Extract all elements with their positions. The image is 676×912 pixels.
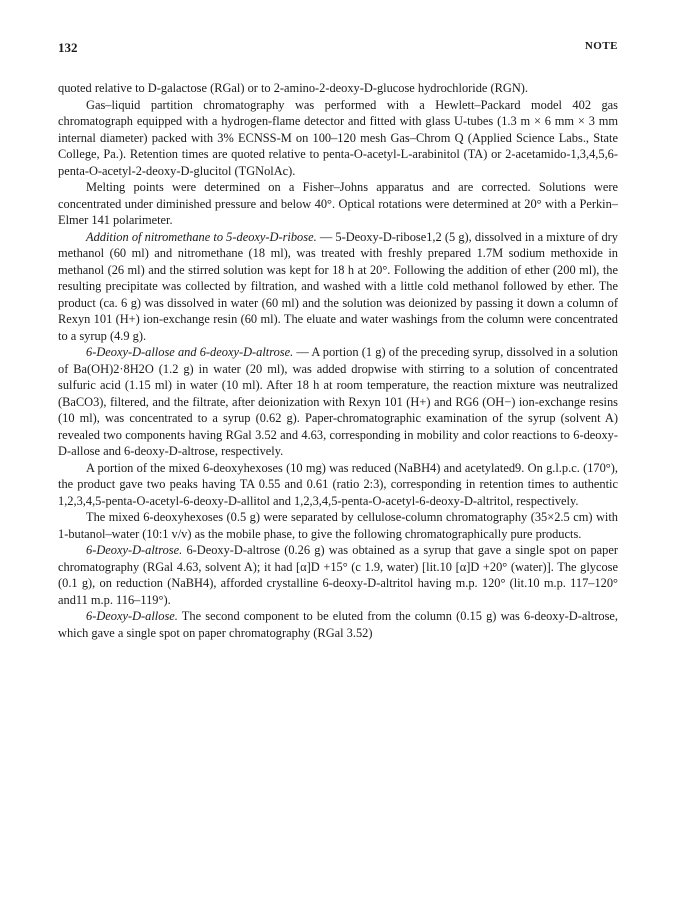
section-heading: 6-Deoxy-D-allose and 6-deoxy-D-altrose. [86, 345, 294, 359]
paragraph-deoxy-altrose [58, 542, 618, 608]
paragraph-text: — 5-Deoxy-D-ribose1,2 (5 g), dissolved in a mixture of dry methanol (60 ml) and nitromethane (18 ml), was treated with freshly prepared 1.7M sodium methoxide in methanol (26 ml) and the stirred solution was kept for 18 h at 20°. Following the addition of ether (200 ml), the resulting precipitate was collected by filtration, and washed with a little cold methanol followed by ether. The product (ca. 6 g) was dissolved in water (60 ml) and the solution was deionized by passing it down a column of Rexyn 101 (H+) ion-exchange resin (60 ml). The eluate and water washings from the column were concentrated to a syrup (4.9 g). [58, 229, 618, 343]
paragraph-continuation [58, 80, 618, 97]
paragraph-separation [58, 509, 618, 542]
section-heading: 6-Deoxy-D-altrose. [86, 543, 183, 557]
paragraph-melting-points [58, 179, 618, 229]
article-body [58, 80, 618, 641]
paragraph-deoxy-allose [58, 608, 618, 641]
paragraph-text: Gas–liquid partition chromatography was performed with a Hewlett–Packard model 402 gas chromatograph equipped with a hydrogen-flame detector and fitted with glass U-tubes (1.3 m × 6 mm × 3 mm internal diameter) packed with 3% ECNSS-M on 100–120 mesh Gas–Chrom Q (Applied Science Labs., State College, Pa.). Retention times are quoted relative to penta-O-acetyl-L-arabinitol (TA) or 2-acetamido-1,3,4,5,6-penta-O-acetyl-2-deoxy-D-glucitol (TGNolAc). [58, 97, 618, 178]
paragraph-text: The second component to be eluted from the column (0.15 g) was 6-deoxy-D-altrose, which gave a single spot on paper chromatography (RGal 3.52) [58, 609, 618, 640]
paragraph-glpc [58, 97, 618, 180]
paragraph-reduction [58, 460, 618, 510]
paragraph-nitromethane [58, 229, 618, 345]
running-head: NOTE [584, 40, 618, 52]
paragraph-text: 6-Deoxy-D-altrose (0.26 g) was obtained as a syrup that gave a single spot on paper chromatography (RGal 4.63, solvent A); it had [α]D +15° (c 1.9, water) [lit.10 [α]D +20° (water)]. The glycose (0.1 g), on reduction (NaBH4), afforded crystalline 6-deoxy-D-altritol having m.p. 120° (lit.10 m.p. 117–120° and11 m.p. 116–119°). [58, 543, 618, 607]
page-number: 132 [58, 40, 78, 55]
section-heading: Addition of nitromethane to 5-deoxy-D-ribose. [86, 229, 317, 244]
paragraph-text: quoted relative to D-galactose (RGal) or to 2-amino-2-deoxy-D-glucose hydrochloride (RGN). [58, 81, 529, 95]
paragraph-text: The mixed 6-deoxyhexoses (0.5 g) were separated by cellulose-column chromatography (35×2.5 cm) with 1-butanol–water (10:1 v/v) as the mobile phase, to give the following chromatographically pure products. [58, 510, 618, 541]
paragraph-text: A portion of the mixed 6-deoxyhexoses (10 mg) was reduced (NaBH4) and acetylated9. On g.l.p.c. (170°), the product gave two peaks having TA 0.55 and 0.61 (ratio 2:3), corresponding in retention times to authentic 1,2,3,4,5-penta-O-acetyl-6-deoxy-D-allitol and 1,2,3,4,5-penta-O-acetyl-6-deoxy-D-altritol, respectively. [58, 460, 618, 508]
section-heading: 6-Deoxy-D-allose. [86, 609, 178, 623]
page-header [58, 40, 618, 60]
paragraph-text: Melting points were determined on a Fisher–Johns apparatus and are corrected. Solutions were concentrated under diminished pressure and below 40°. Optical rotations were determined at 20° with a Perkin–Elmer 141 polarimeter. [58, 180, 618, 227]
paragraph-deoxy-allose-altrose [58, 344, 618, 460]
paragraph-text: — A portion (1 g) of the preceding syrup, dissolved in a solution of Ba(OH)2·8H2O (1.2 g) in water (20 ml), was added dropwise with stirring to a solution of concentrated sulfuric acid (1.15 ml) in water (10 ml). After 18 h at room temperature, the reaction mixture was neutralized (BaCO3), filtered, and the filtrate, after deionization with Rexyn 101 (H+) and RG6 (OH−) ion-exchange resins (10 ml), was concentrated to a syrup (0.62 g). Paper-chromatographic examination of the syrup (solvent A) revealed two components having RGal 3.52 and 4.63, corresponding in mobility and color reactions to 6-deoxy-D-allose and 6-deoxy-D-altrose, respectively. [58, 345, 618, 458]
